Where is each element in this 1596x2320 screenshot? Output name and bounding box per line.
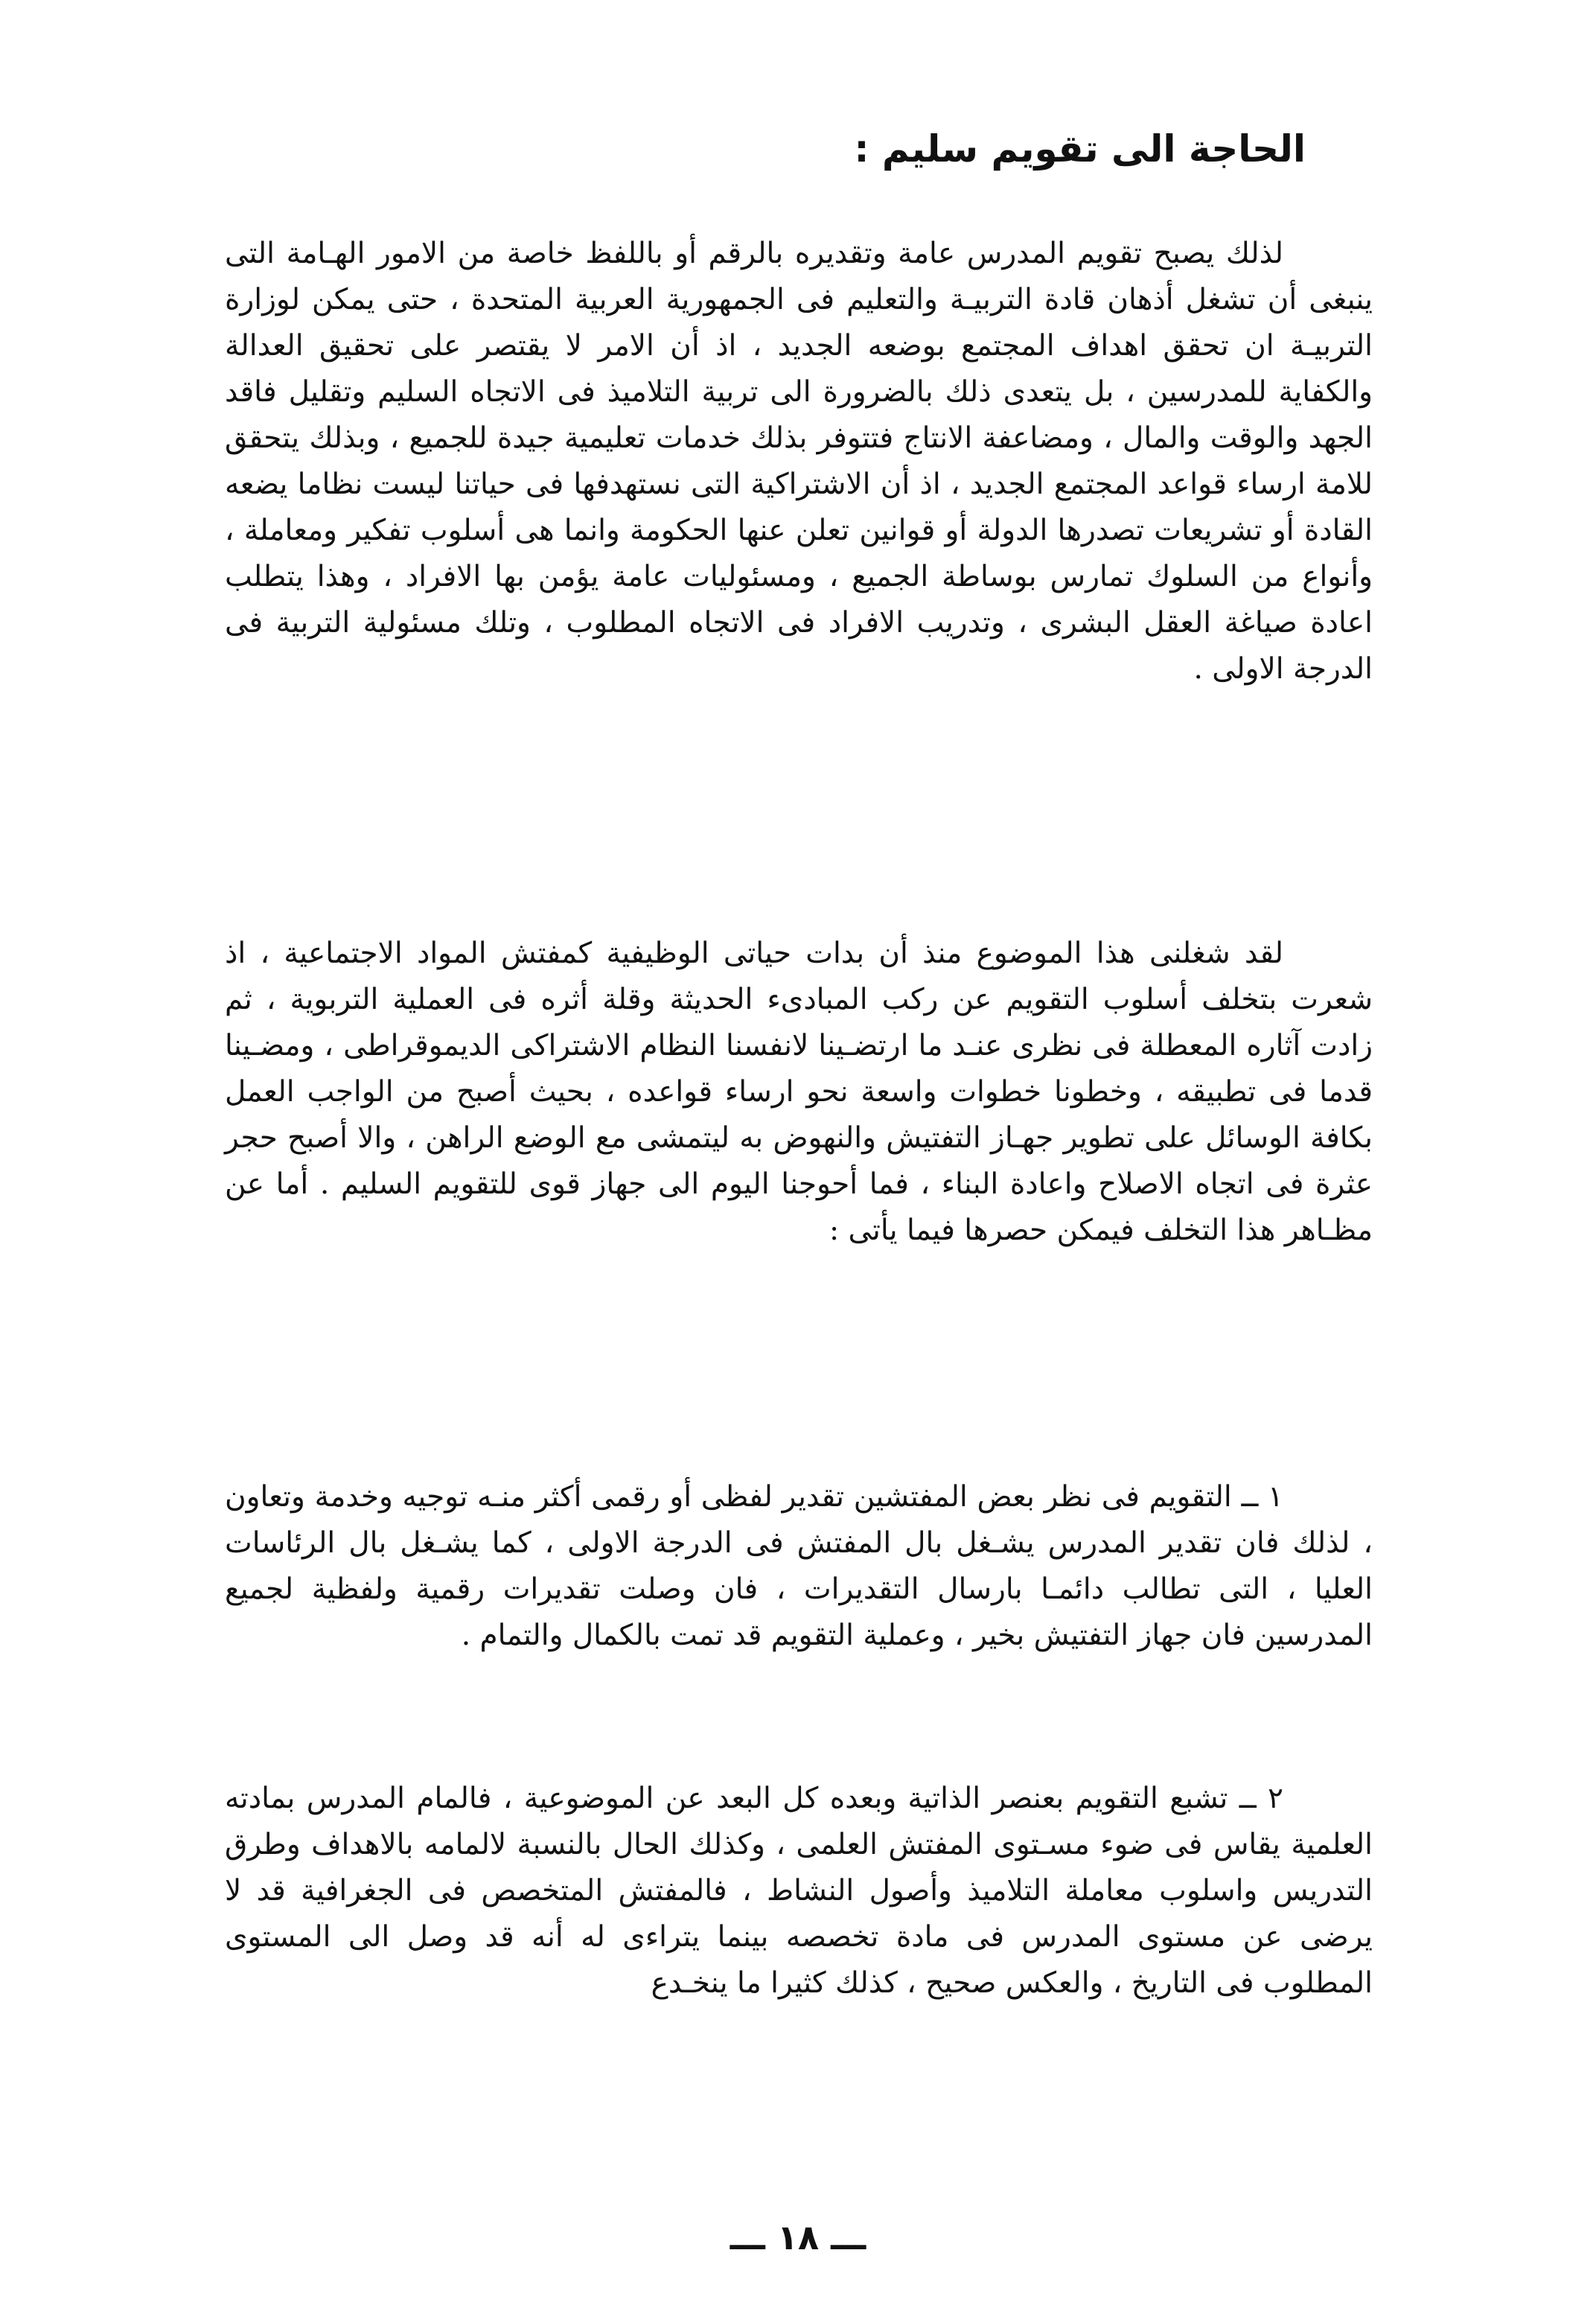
page-number: ـــ ١٨ ـــ — [730, 2217, 866, 2257]
section-heading: الحاجة الى تقويم سليم : — [854, 127, 1306, 171]
paragraph-author-concern: لقد شغلنى هذا الموضوع منذ أن بدات حياتى الوظيفية كمفتش المواد الاجتماعية ، اذ شعرت بتخلف أسلوب التقويم عن ركب المبادىء الحديثة وقلة أثره فى العملية التربوية ، ثم زادت آثاره المعطلة فى نظرى عنـد ما ارتضـينا لانفسنا النظام الاشتراكى الديموقراطى ، ومضـينا قدما فى تطبيقه ، وخطونا خطوات واسعة نحو ارساء قواعده ، بحيث أصبح من الواجب العمل بكافة الوسائل على تطوير جهـاز التفتيش والنهوض به ليتمشى مع الوضع الراهن ، والا أصبح حجر عثرة فى اتجاه الاصلاح واعادة البناء ، فما أحوجنا اليوم الى جهاز قوى للتقويم السليم . أما عن مظـاهر هذا التخلف فيمكن حصرها فيما يأتى : — [225, 937, 1373, 1247]
paragraph-point-2: ٢ ــ تشبع التقويم بعنصر الذاتية وبعده كل البعد عن الموضوعية ، فالمام المدرس بمادته العلمية يقاس فى ضوء مسـتوى المفتش العلمى ، وكذلك الحال بالنسبة لالمامه بالاهداف وطرق التدريس واسلوب معاملة التلاميذ وأصول النشاط ، فالمفتش المتخصص فى الجغرافية قد لا يرضى عن مستوى المدرس فى مادة تخصصه بينما يتراءى له أنه قد وصل الى المستوى المطلوب فى التاريخ ، والعكس صحيح ، كذلك كثيرا ما ينخـدع — [225, 1782, 1373, 2000]
paragraph-intro: لذلك يصبح تقويم المدرس عامة وتقديره بالرقم أو باللفظ خاصة من الامور الهـامة التى ينبغى أن تشغل أذهان قادة التربيـة والتعليم فى الجمهورية العربية المتحدة ، حتى يمكن لوزارة التربيـة ان تحقق اهداف المجتمع بوضعه الجديد ، اذ أن الامر لا يقتصر على تحقيق العدالة والكفاية للمدرسين ، بل يتعدى ذلك بالضرورة الى تربية التلاميذ فى الاتجاه السليم وتقليل فاقد الجهد والوقت والمال ، ومضاعفة الانتاج فتتوفر بذلك خدمات تعليمية جيدة للجميع ، وبذلك يتحقق للامة ارساء قواعد المجتمع الجديد ، اذ أن الاشتراكية التى نستهدفها فى حياتنا ليست نظاما يضعه القادة أو تشريعات تصدرها الدولة أو قوانين تعلن عنها الحكومة وانما هى أسلوب تفكير ومعاملة ، وأنواع من السلوك تمارس بوساطة الجميع ، ومسئوليات عامة يؤمن بها الافراد ، وهذا يتطلب اعادة صياغة العقل البشرى ، وتدريب الافراد فى الاتجاه المطلوب ، وتلك مسئولية التربية فى الدرجة الاولى . — [225, 237, 1373, 686]
paragraph-point-1: ١ ــ التقويم فى نظر بعض المفتشين تقدير لفظى أو رقمى أكثر منـه توجيه وخدمة وتعاون ، لذلك فان تقدير المدرس يشـغل بال المفتش فى الدرجة الاولى ، كما يشـغل بال الرئاسات العليا ، التى تطالب دائمـا بارسال التقديرات ، فان وصلت تقديرات رقمية ولفظية لجميع المدرسين فان جهاز التفتيش بخير ، وعملية التقويم قد تمت بالكمال والتمام . — [225, 1480, 1373, 1652]
